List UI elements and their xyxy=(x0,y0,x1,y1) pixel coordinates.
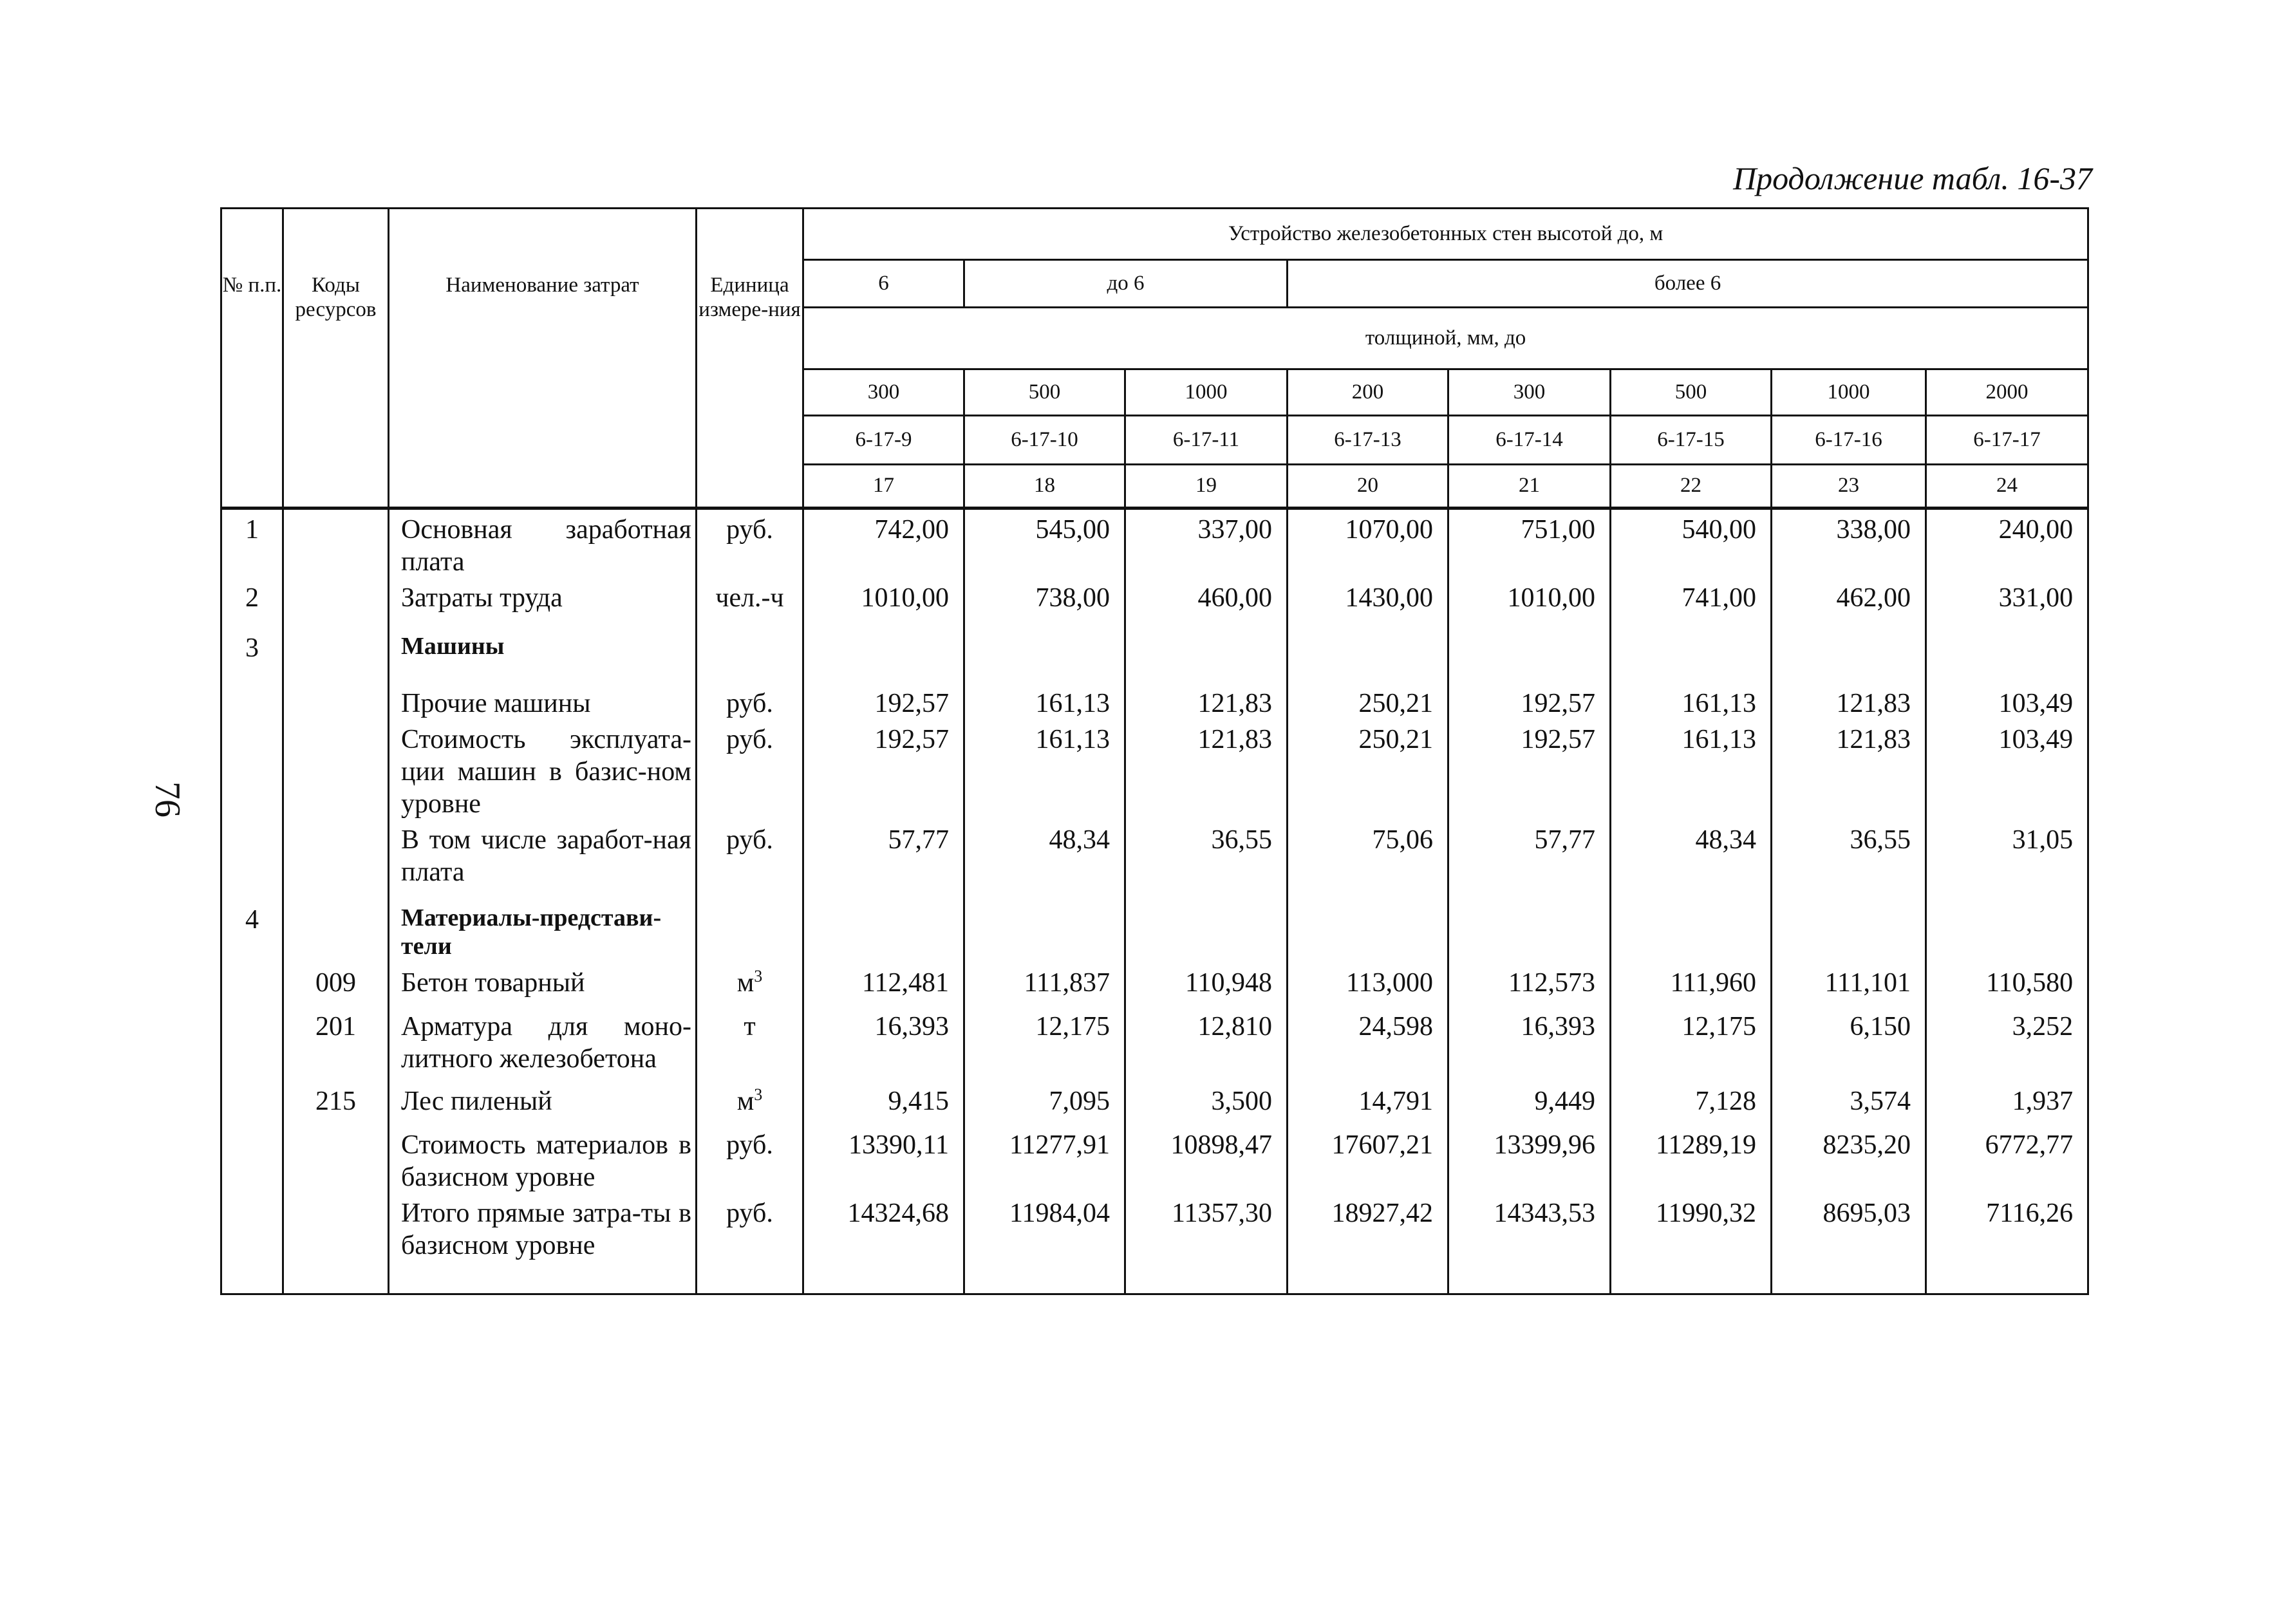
cost-item-name: Итого прямые затра-ты в базисном уровне xyxy=(389,1193,697,1294)
header-name: Наименование затрат xyxy=(389,209,697,509)
cost-item-name: Арматура для моно-литного железобетона xyxy=(389,1007,697,1081)
value-cell: 111,960 xyxy=(1611,963,1772,1007)
value-cell: 8235,20 xyxy=(1772,1125,1926,1193)
unit-cell xyxy=(697,509,803,579)
resource-code xyxy=(283,1125,389,1193)
value-cell xyxy=(1611,900,1772,963)
table-row xyxy=(221,720,2088,820)
unit-cell xyxy=(697,684,803,720)
header-code: 6-17-13 xyxy=(1288,416,1448,465)
value-cell: 338,00 xyxy=(1772,509,1926,579)
unit-text: м xyxy=(736,1087,754,1116)
value-cell: 1070,00 xyxy=(1288,509,1448,579)
value-cell: 14324,68 xyxy=(803,1193,964,1294)
resource-code xyxy=(283,684,389,720)
cost-item-name: Бетон товарный xyxy=(389,963,697,1007)
value-cell: 121,83 xyxy=(1772,684,1926,720)
resource-code: 215 xyxy=(283,1081,389,1125)
value-cell: 161,13 xyxy=(964,684,1125,720)
resource-code xyxy=(283,509,389,579)
unit-text: руб. xyxy=(726,725,773,754)
value-cell: 545,00 xyxy=(964,509,1125,579)
value-cell: 48,34 xyxy=(964,820,1125,900)
value-cell: 112,481 xyxy=(803,963,964,1007)
value-cell xyxy=(1288,628,1448,684)
value-cell: 7,095 xyxy=(964,1081,1125,1125)
header-code: 6-17-14 xyxy=(1448,416,1611,465)
value-cell: 11984,04 xyxy=(964,1193,1125,1294)
value-cell: 11289,19 xyxy=(1611,1125,1772,1193)
header-col-number: 21 xyxy=(1448,465,1611,509)
value-cell xyxy=(1288,900,1448,963)
row-number xyxy=(221,1081,283,1125)
value-cell: 113,000 xyxy=(1288,963,1448,1007)
value-cell: 14343,53 xyxy=(1448,1193,1611,1294)
value-cell: 161,13 xyxy=(1611,720,1772,820)
value-cell: 192,57 xyxy=(803,684,964,720)
value-cell: 161,13 xyxy=(1611,684,1772,720)
cost-item-name: Затраты труда xyxy=(389,578,697,628)
value-cell: 16,393 xyxy=(803,1007,964,1081)
table-row xyxy=(221,578,2088,628)
row-number: 4 xyxy=(221,900,283,963)
header-height-6: 6 xyxy=(803,260,964,308)
value-cell xyxy=(803,628,964,684)
unit-text: руб. xyxy=(726,1199,773,1228)
value-cell: 1430,00 xyxy=(1288,578,1448,628)
header-thickness: 200 xyxy=(1288,369,1448,416)
table-row xyxy=(221,1007,2088,1081)
value-cell: 111,101 xyxy=(1772,963,1926,1007)
value-cell: 48,34 xyxy=(1611,820,1772,900)
unit-cell xyxy=(697,820,803,900)
row-number: 1 xyxy=(221,509,283,579)
value-cell: 250,21 xyxy=(1288,720,1448,820)
cost-item-name: Основная заработная плата xyxy=(389,509,697,579)
table-row xyxy=(221,684,2088,720)
unit-text: руб. xyxy=(726,515,773,545)
value-cell xyxy=(1448,628,1611,684)
header-thickness: 1000 xyxy=(1125,369,1288,416)
value-cell: 12,175 xyxy=(1611,1007,1772,1081)
value-cell: 7,128 xyxy=(1611,1081,1772,1125)
unit-text: т xyxy=(744,1012,756,1041)
unit-cell xyxy=(697,1125,803,1193)
header-col-number: 17 xyxy=(803,465,964,509)
header-col-number: 19 xyxy=(1125,465,1288,509)
unit-cell xyxy=(697,578,803,628)
header-codes: Коды ресурсов xyxy=(283,209,389,509)
row-number xyxy=(221,963,283,1007)
unit-text: руб. xyxy=(726,689,773,718)
unit-cell xyxy=(697,720,803,820)
value-cell: 121,83 xyxy=(1125,684,1288,720)
table-continuation-caption: Продолжение табл. 16-37 xyxy=(1733,160,2092,196)
section-heading: Машины xyxy=(389,628,697,684)
value-cell: 7116,26 xyxy=(1926,1193,2088,1294)
header-thickness: 500 xyxy=(1611,369,1772,416)
value-cell: 240,00 xyxy=(1926,509,2088,579)
value-cell: 121,83 xyxy=(1125,720,1288,820)
resource-code: 009 xyxy=(283,963,389,1007)
header-code: 6-17-15 xyxy=(1611,416,1772,465)
unit-cell xyxy=(697,628,803,684)
value-cell: 12,810 xyxy=(1125,1007,1288,1081)
value-cell: 3,252 xyxy=(1926,1007,2088,1081)
table-row xyxy=(221,1193,2088,1294)
row-number xyxy=(221,1193,283,1294)
header-thickness: 500 xyxy=(964,369,1125,416)
unit-cell xyxy=(697,1081,803,1125)
row-number xyxy=(221,684,283,720)
unit-text: руб. xyxy=(726,1130,773,1160)
unit-cell xyxy=(697,1193,803,1294)
value-cell: 17607,21 xyxy=(1288,1125,1448,1193)
value-cell: 12,175 xyxy=(964,1007,1125,1081)
header-code: 6-17-11 xyxy=(1125,416,1288,465)
cost-table xyxy=(220,207,2087,1367)
value-cell: 57,77 xyxy=(803,820,964,900)
header-height-upto6: до 6 xyxy=(964,260,1288,308)
unit-cell xyxy=(697,900,803,963)
header-col-number: 23 xyxy=(1772,465,1926,509)
value-cell: 751,00 xyxy=(1448,509,1611,579)
value-cell: 13390,11 xyxy=(803,1125,964,1193)
resource-code xyxy=(283,628,389,684)
value-cell: 121,83 xyxy=(1772,720,1926,820)
header-col-number: 24 xyxy=(1926,465,2088,509)
value-cell: 192,57 xyxy=(1448,684,1611,720)
value-cell xyxy=(803,900,964,963)
value-cell: 3,574 xyxy=(1772,1081,1926,1125)
value-cell: 110,948 xyxy=(1125,963,1288,1007)
value-cell: 540,00 xyxy=(1611,509,1772,579)
value-cell xyxy=(1611,628,1772,684)
value-cell: 741,00 xyxy=(1611,578,1772,628)
value-cell: 738,00 xyxy=(964,578,1125,628)
value-cell xyxy=(964,628,1125,684)
row-number xyxy=(221,1125,283,1193)
value-cell xyxy=(1772,900,1926,963)
value-cell xyxy=(1125,900,1288,963)
resource-code xyxy=(283,1193,389,1294)
section-heading: Материалы-представи-тели xyxy=(389,900,697,963)
table-row xyxy=(221,820,2088,900)
value-cell xyxy=(1772,628,1926,684)
value-cell xyxy=(1448,900,1611,963)
cost-item-name: В том числе заработ-ная плата xyxy=(389,820,697,900)
header-col-number: 22 xyxy=(1611,465,1772,509)
cost-item-name: Стоимость эксплуата-ции машин в базис-ном уровне xyxy=(389,720,697,820)
value-cell: 103,49 xyxy=(1926,720,2088,820)
value-cell: 192,57 xyxy=(803,720,964,820)
unit-superscript: 3 xyxy=(754,967,763,985)
unit-text: руб. xyxy=(726,825,773,855)
value-cell xyxy=(964,900,1125,963)
value-cell: 742,00 xyxy=(803,509,964,579)
table-row xyxy=(221,1125,2088,1193)
header-group-title: Устройство железобетонных стен высотой до, м xyxy=(803,209,2088,260)
header-code: 6-17-16 xyxy=(1772,416,1926,465)
table-row xyxy=(221,1081,2088,1125)
header-unit: Единица измере-ния xyxy=(697,209,803,509)
resource-code xyxy=(283,578,389,628)
resource-code xyxy=(283,820,389,900)
value-cell: 460,00 xyxy=(1125,578,1288,628)
value-cell: 111,837 xyxy=(964,963,1125,1007)
header-thickness: 300 xyxy=(1448,369,1611,416)
row-number xyxy=(221,1007,283,1081)
header-col-number: 20 xyxy=(1288,465,1448,509)
unit-text: м xyxy=(736,968,754,998)
value-cell: 8695,03 xyxy=(1772,1193,1926,1294)
value-cell xyxy=(1926,900,2088,963)
header-no: № п.п. xyxy=(221,209,283,509)
value-cell: 36,55 xyxy=(1125,820,1288,900)
page-number: 76 xyxy=(147,781,187,817)
value-cell: 337,00 xyxy=(1125,509,1288,579)
unit-superscript: 3 xyxy=(754,1085,763,1104)
value-cell: 1,937 xyxy=(1926,1081,2088,1125)
value-cell: 331,00 xyxy=(1926,578,2088,628)
value-cell: 16,393 xyxy=(1448,1007,1611,1081)
value-cell: 75,06 xyxy=(1288,820,1448,900)
value-cell: 10898,47 xyxy=(1125,1125,1288,1193)
header-thickness: 300 xyxy=(803,369,964,416)
value-cell: 250,21 xyxy=(1288,684,1448,720)
unit-cell xyxy=(697,1007,803,1081)
value-cell: 13399,96 xyxy=(1448,1125,1611,1193)
row-number: 3 xyxy=(221,628,283,684)
value-cell: 1010,00 xyxy=(803,578,964,628)
value-cell: 11990,32 xyxy=(1611,1193,1772,1294)
table-row xyxy=(221,963,2088,1007)
value-cell: 110,580 xyxy=(1926,963,2088,1007)
value-cell: 11277,91 xyxy=(964,1125,1125,1193)
header-code: 6-17-10 xyxy=(964,416,1125,465)
header-thickness-label: толщиной, мм, до xyxy=(803,308,2088,369)
value-cell: 6772,77 xyxy=(1926,1125,2088,1193)
header-code: 6-17-9 xyxy=(803,416,964,465)
resource-code: 201 xyxy=(283,1007,389,1081)
value-cell: 3,500 xyxy=(1125,1081,1288,1125)
value-cell: 462,00 xyxy=(1772,578,1926,628)
value-cell: 103,49 xyxy=(1926,684,2088,720)
value-cell: 192,57 xyxy=(1448,720,1611,820)
value-cell: 6,150 xyxy=(1772,1007,1926,1081)
unit-cell xyxy=(697,963,803,1007)
value-cell xyxy=(1926,628,2088,684)
value-cell: 11357,30 xyxy=(1125,1193,1288,1294)
value-cell: 18927,42 xyxy=(1288,1193,1448,1294)
header-thickness: 1000 xyxy=(1772,369,1926,416)
header-code: 6-17-17 xyxy=(1926,416,2088,465)
unit-text: чел.-ч xyxy=(715,583,784,613)
resource-code xyxy=(283,720,389,820)
table-row xyxy=(221,509,2088,579)
value-cell: 1010,00 xyxy=(1448,578,1611,628)
value-cell: 57,77 xyxy=(1448,820,1611,900)
value-cell: 31,05 xyxy=(1926,820,2088,900)
resource-code xyxy=(283,900,389,963)
cost-item-name: Прочие машины xyxy=(389,684,697,720)
value-cell: 14,791 xyxy=(1288,1081,1448,1125)
row-number: 2 xyxy=(221,578,283,628)
header-thickness: 2000 xyxy=(1926,369,2088,416)
cost-item-name: Лес пиленый xyxy=(389,1081,697,1125)
value-cell: 9,415 xyxy=(803,1081,964,1125)
value-cell: 9,449 xyxy=(1448,1081,1611,1125)
table-row xyxy=(221,628,2088,684)
value-cell: 161,13 xyxy=(964,720,1125,820)
row-number xyxy=(221,720,283,820)
header-height-over6: более 6 xyxy=(1288,260,2088,308)
cost-item-name: Стоимость материалов в базисном уровне xyxy=(389,1125,697,1193)
value-cell xyxy=(1125,628,1288,684)
value-cell: 36,55 xyxy=(1772,820,1926,900)
row-number xyxy=(221,820,283,900)
header-col-number: 18 xyxy=(964,465,1125,509)
value-cell: 112,573 xyxy=(1448,963,1611,1007)
value-cell: 24,598 xyxy=(1288,1007,1448,1081)
table-row xyxy=(221,900,2088,963)
